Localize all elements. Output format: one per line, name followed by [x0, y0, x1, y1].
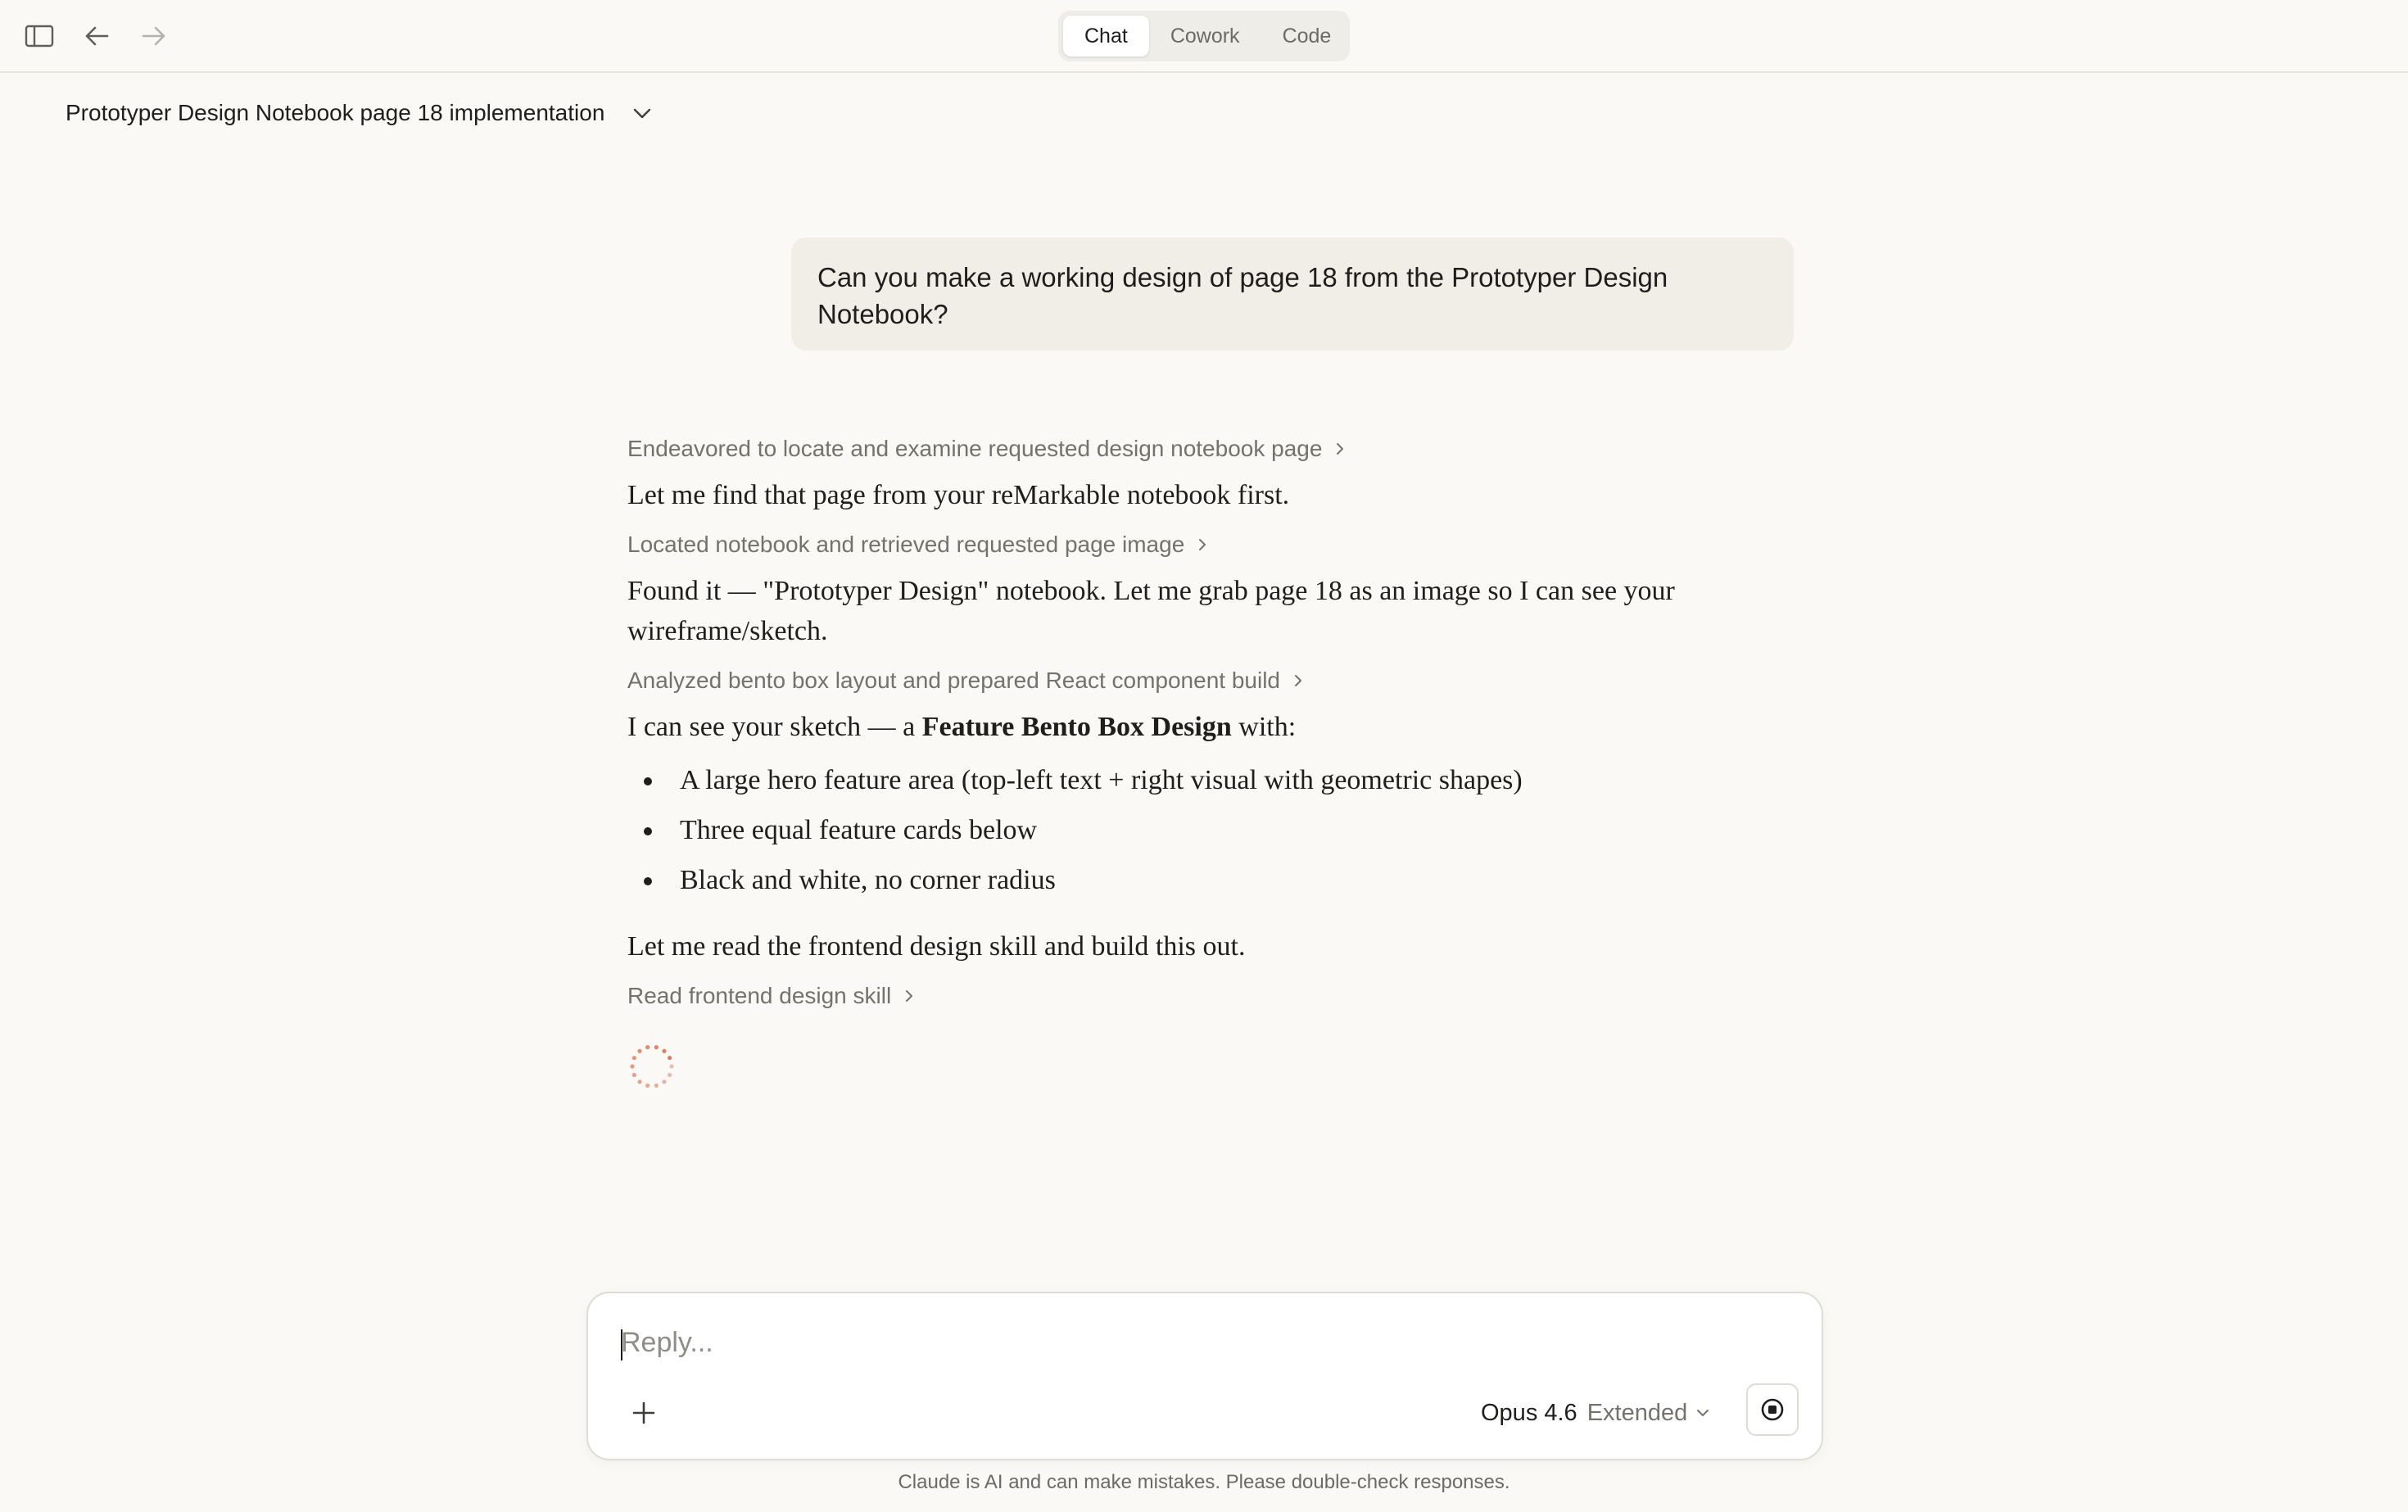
thinking-summary-label: Located notebook and retrieved requested page image — [627, 532, 1185, 557]
spinner-dot — [654, 1084, 659, 1088]
spinner-dot — [662, 1049, 666, 1053]
chevron-down-icon — [1695, 1408, 1710, 1418]
bullet-list — [627, 755, 1774, 905]
plus-icon — [631, 1400, 657, 1426]
model-mode: Extended — [1586, 1399, 1688, 1426]
stop-button[interactable] — [1746, 1383, 1799, 1436]
spinner-dot — [632, 1073, 636, 1077]
list-item: Three equal feature cards below — [627, 805, 1774, 855]
spinner-dot — [645, 1084, 650, 1088]
thinking-summary-4[interactable] — [627, 973, 1774, 1019]
assistant-paragraph: Let me read the frontend design skill and build this out. — [627, 931, 1246, 962]
spinner-dot — [662, 1080, 666, 1084]
spinner-dot — [668, 1056, 672, 1060]
thinking-summary-2[interactable] — [627, 522, 1774, 568]
sidebar-toggle-icon[interactable] — [20, 16, 59, 56]
conversation-title: Prototyper Design Notebook page 18 implementation — [66, 100, 605, 125]
back-arrow-icon[interactable] — [77, 16, 116, 56]
spinner-dot — [669, 1064, 673, 1068]
user-message: Can you make a working design of page 18 from the Prototyper Design Notebook? — [791, 238, 1794, 351]
spinner-dot — [637, 1080, 641, 1084]
text-prefix: I can see your sketch — a — [627, 712, 922, 742]
text-caret — [621, 1329, 622, 1360]
loading-spinner-icon — [627, 1042, 677, 1091]
model-selector[interactable] — [1481, 1392, 1710, 1434]
spinner-dot — [668, 1073, 672, 1077]
spinner-dot — [637, 1049, 641, 1053]
thinking-summary-1[interactable] — [627, 426, 1774, 472]
spinner-dot — [645, 1045, 650, 1049]
reply-composer — [586, 1292, 1823, 1460]
reply-input[interactable] — [621, 1318, 1768, 1367]
chevron-right-icon — [1293, 673, 1303, 688]
assistant-paragraph: Found it — "Prototyper Design" notebook. Let me grab page 18 as an image so I can see your wireframe/sketch. — [627, 576, 1675, 646]
bold-text: Feature Bento Box Design — [921, 712, 1232, 742]
tab-code[interactable]: Code — [1282, 24, 1332, 48]
spinner-dot — [654, 1045, 659, 1049]
thinking-summary-label: Analyzed bento box layout and prepared React component build — [627, 668, 1280, 693]
conversation-title-button[interactable] — [66, 95, 652, 131]
chevron-right-icon — [1197, 537, 1207, 552]
list-item: A large hero feature area (top-left text + right visual with geometric shapes) — [627, 755, 1774, 805]
top-bar — [0, 0, 2408, 73]
chevron-down-icon — [632, 106, 652, 120]
model-name: Opus 4.6 — [1481, 1399, 1577, 1426]
forward-arrow-icon[interactable] — [134, 16, 174, 56]
thinking-summary-3[interactable] — [627, 658, 1774, 704]
add-attachment-button[interactable] — [621, 1390, 667, 1436]
list-item: Black and white, no corner radius — [627, 855, 1774, 905]
thinking-summary-label: Endeavored to locate and examine requested design notebook page — [627, 436, 1323, 461]
spinner-dot — [632, 1056, 636, 1060]
assistant-paragraph: Let me find that page from your reMarkable notebook first. — [627, 480, 1290, 510]
tab-cowork[interactable]: Cowork — [1170, 24, 1240, 48]
spinner-dot — [630, 1064, 634, 1068]
disclaimer-text: Claude is AI and can make mistakes. Please double-check responses. — [898, 1471, 1510, 1493]
tab-chat[interactable]: Chat — [1063, 16, 1149, 57]
mode-switcher — [1058, 11, 1350, 61]
text-suffix: with: — [1231, 712, 1297, 742]
assistant-message — [627, 426, 1774, 1095]
thinking-summary-label: Read frontend design skill — [627, 983, 892, 1008]
chevron-right-icon — [904, 989, 914, 1003]
chevron-right-icon — [1335, 441, 1345, 456]
assistant-paragraph — [627, 707, 1774, 747]
stop-icon — [1760, 1397, 1785, 1422]
